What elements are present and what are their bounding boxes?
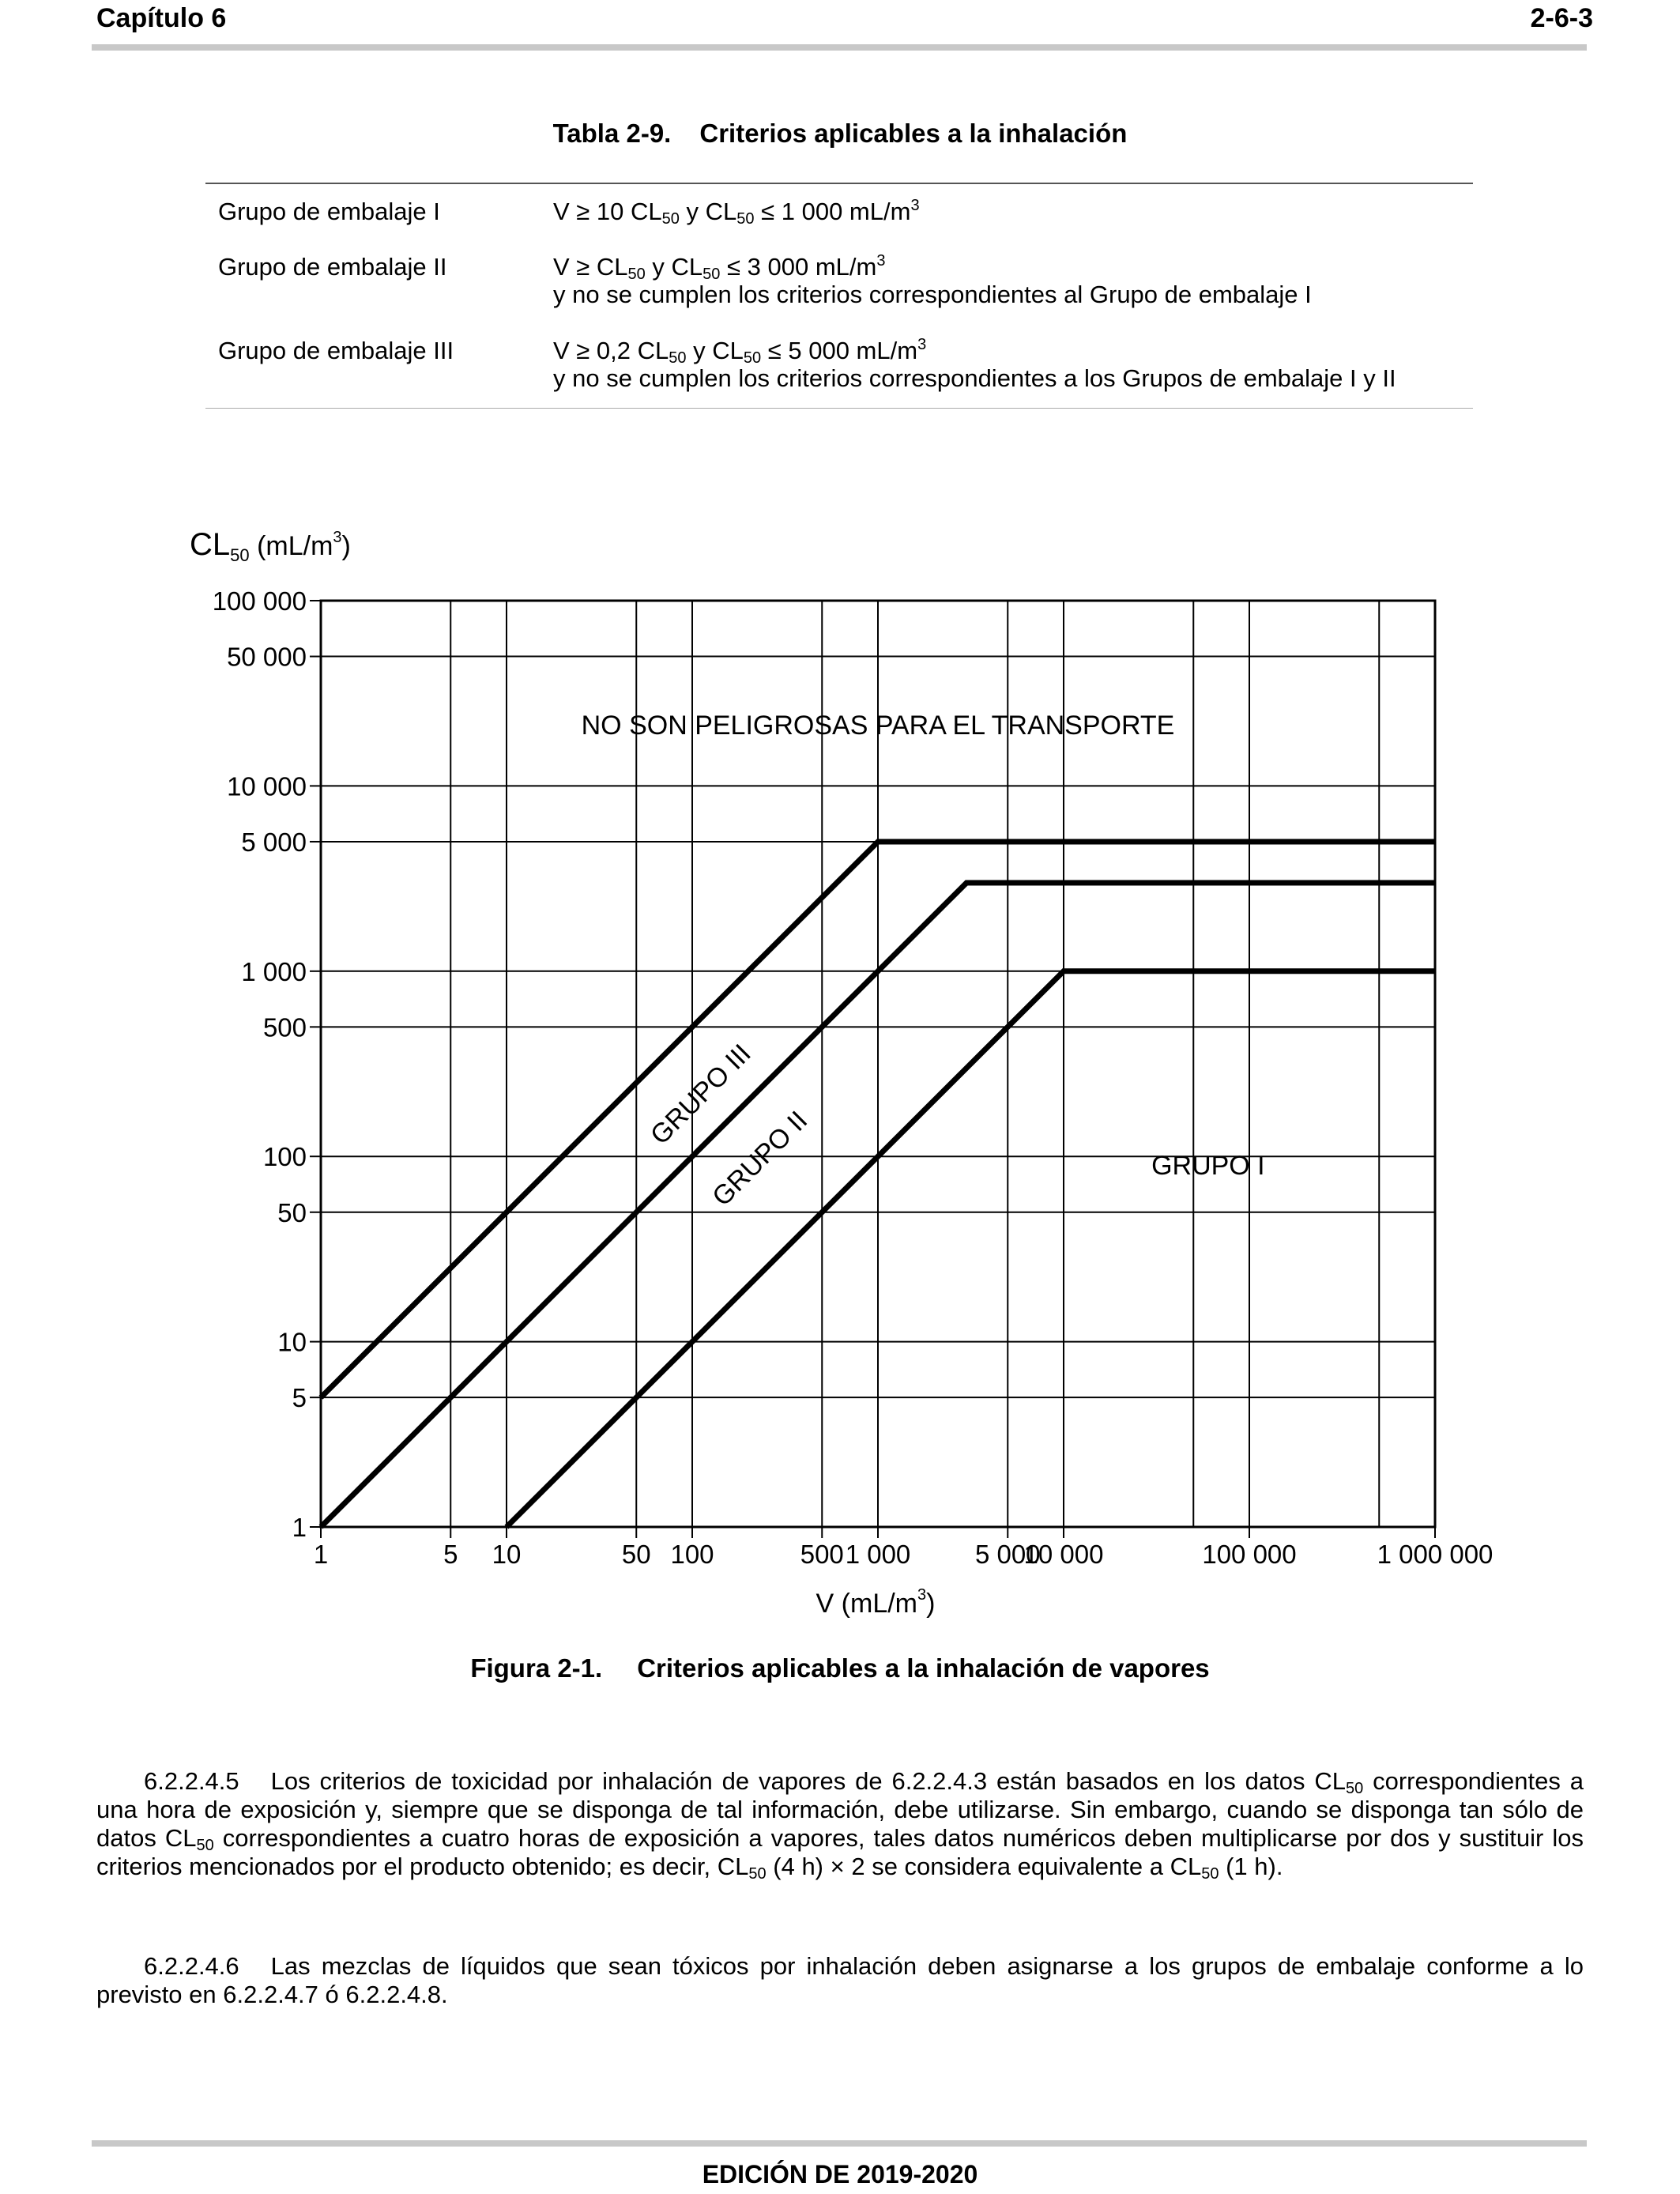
x-tick-label: 1 000 000: [1377, 1540, 1494, 1569]
x-tick-label: 1: [313, 1540, 329, 1569]
annotation-grupo-i: GRUPO I: [1151, 1150, 1265, 1181]
y-tick-label: 50: [277, 1197, 307, 1227]
y-tick-label: 50 000: [227, 642, 307, 672]
series-line-grupo-i: [507, 971, 1435, 1527]
x-tick-label: 100 000: [1202, 1540, 1297, 1569]
x-tick-label: 50: [621, 1540, 651, 1569]
y-tick-label: 5 000: [241, 827, 307, 857]
paragraph-6-2-2-4-6: 6.2.2.4.6 Las mezclas de líquidos que sean tóxicos por inhalación deben asignarse a los grupos de embalaje conforme a lo previsto en 6.2.2.4.7 ó 6.2.2.4.8.: [96, 1952, 1584, 2008]
table-caption-title: Criterios aplicables a la inhalación: [699, 119, 1128, 148]
x-tick-label: 10 000: [1023, 1540, 1104, 1569]
criteria-text: V ≥ 10 $CL_{50}$ y $CL_{50} \le 1$ 000 $mL/m^3$: [553, 197, 920, 228]
x-axis-title: V $(mL/m^3)$: [816, 1586, 936, 1619]
figure-caption-number: Figura 2-1.: [470, 1653, 603, 1683]
paragraph-6-2-2-4-5: 6.2.2.4.5 Los criterios de toxicidad por inhalación de vapores de 6.2.2.4.3 están basados en los datos $CL_{50}$ correspondientes a una hora de exposición y, siempre que se disponga de tal información, debe utilizarse. Sin embargo, cuando se disponga tan sólo de datos $CL_{50}$ correspondientes a cuatro horas de exposición a vapores, tales datos numéricos deben multiplicarse por dos y sustituir los criterios mencionados por el producto obtenido; es decir, $CL_{50}$ (4 h) × 2 se considera equivalente a $CL_{50}$ (1 h).: [96, 1767, 1584, 1883]
y-tick-label: 100 000: [212, 586, 307, 616]
x-tick-label: 500: [800, 1540, 844, 1569]
page-number: 2-6-3: [1530, 3, 1593, 33]
annotation-grupo-iii: GRUPO III: [644, 1038, 757, 1151]
y-tick-label: 100: [262, 1142, 307, 1172]
x-tick-label: 5 000: [974, 1540, 1041, 1569]
criteria-note: y no se cumplen los criterios correspondientes a los Grupos de embalaje I y II: [553, 364, 1396, 392]
packing-group-label: Grupo de embalaje I: [218, 198, 440, 225]
x-tick-label: 5: [443, 1540, 458, 1569]
table-top-rule: [205, 183, 1473, 184]
criteria-note: y no se cumplen los criterios correspondientes al Grupo de embalaje I: [553, 281, 1312, 308]
y-tick-label: 10: [277, 1327, 307, 1357]
paragraph-number: 6.2.2.4.5: [144, 1767, 239, 1795]
table-caption: [0, 119, 1680, 149]
y-tick-label: 500: [262, 1012, 307, 1042]
table-bottom-rule: [205, 408, 1473, 409]
edition-footer: EDICIÓN DE 2019-2020: [702, 2160, 978, 2188]
y-tick-label: 5: [292, 1383, 307, 1413]
chapter-title: Capítulo 6: [96, 3, 227, 33]
annotation-no-peligrosas: NO SON PELIGROSAS PARA EL TRANSPORTE: [581, 711, 1175, 741]
figure-caption: [0, 1653, 1680, 1683]
header-rule: [92, 44, 1587, 51]
figure-caption-title: Criterios aplicables a la inhalación de vapores: [637, 1653, 1210, 1683]
inhalation-criteria-chart: [0, 506, 1680, 1644]
paragraph-number: 6.2.2.4.6: [144, 1952, 239, 1980]
y-tick-label: 1: [292, 1513, 307, 1542]
y-tick-label: 10 000: [227, 771, 307, 801]
annotation-grupo-ii: GRUPO II: [706, 1105, 814, 1212]
x-tick-label: 1 000: [845, 1540, 911, 1569]
packing-group-label: Grupo de embalaje II: [218, 253, 447, 281]
x-tick-label: 10: [492, 1540, 522, 1569]
x-tick-label: 100: [670, 1540, 714, 1569]
table-caption-number: Tabla 2-9.: [552, 119, 672, 148]
y-tick-label: 1 000: [241, 956, 307, 986]
footer-rule: [92, 2140, 1587, 2147]
y-axis-title: $CL_{50}$ $^{(mL/m3}_)$: [190, 527, 351, 565]
criteria-text: $V \ge CL_{50}$ y $CL_{50} \le 3$ 000 $mL/m^3$ y no se cumplen los criterios correspondientes al Grupo de embalaje I: [553, 252, 1312, 308]
criteria-text: V ≥ 0,2 $CL_{50}$ y $CL_{50} \le 5$ 000 $mL/m^3$ y no se cumplen los criterios correspondientes a los Grupos de embalaje I y II: [553, 336, 1396, 392]
packing-group-label: Grupo de embalaje III: [218, 337, 454, 364]
